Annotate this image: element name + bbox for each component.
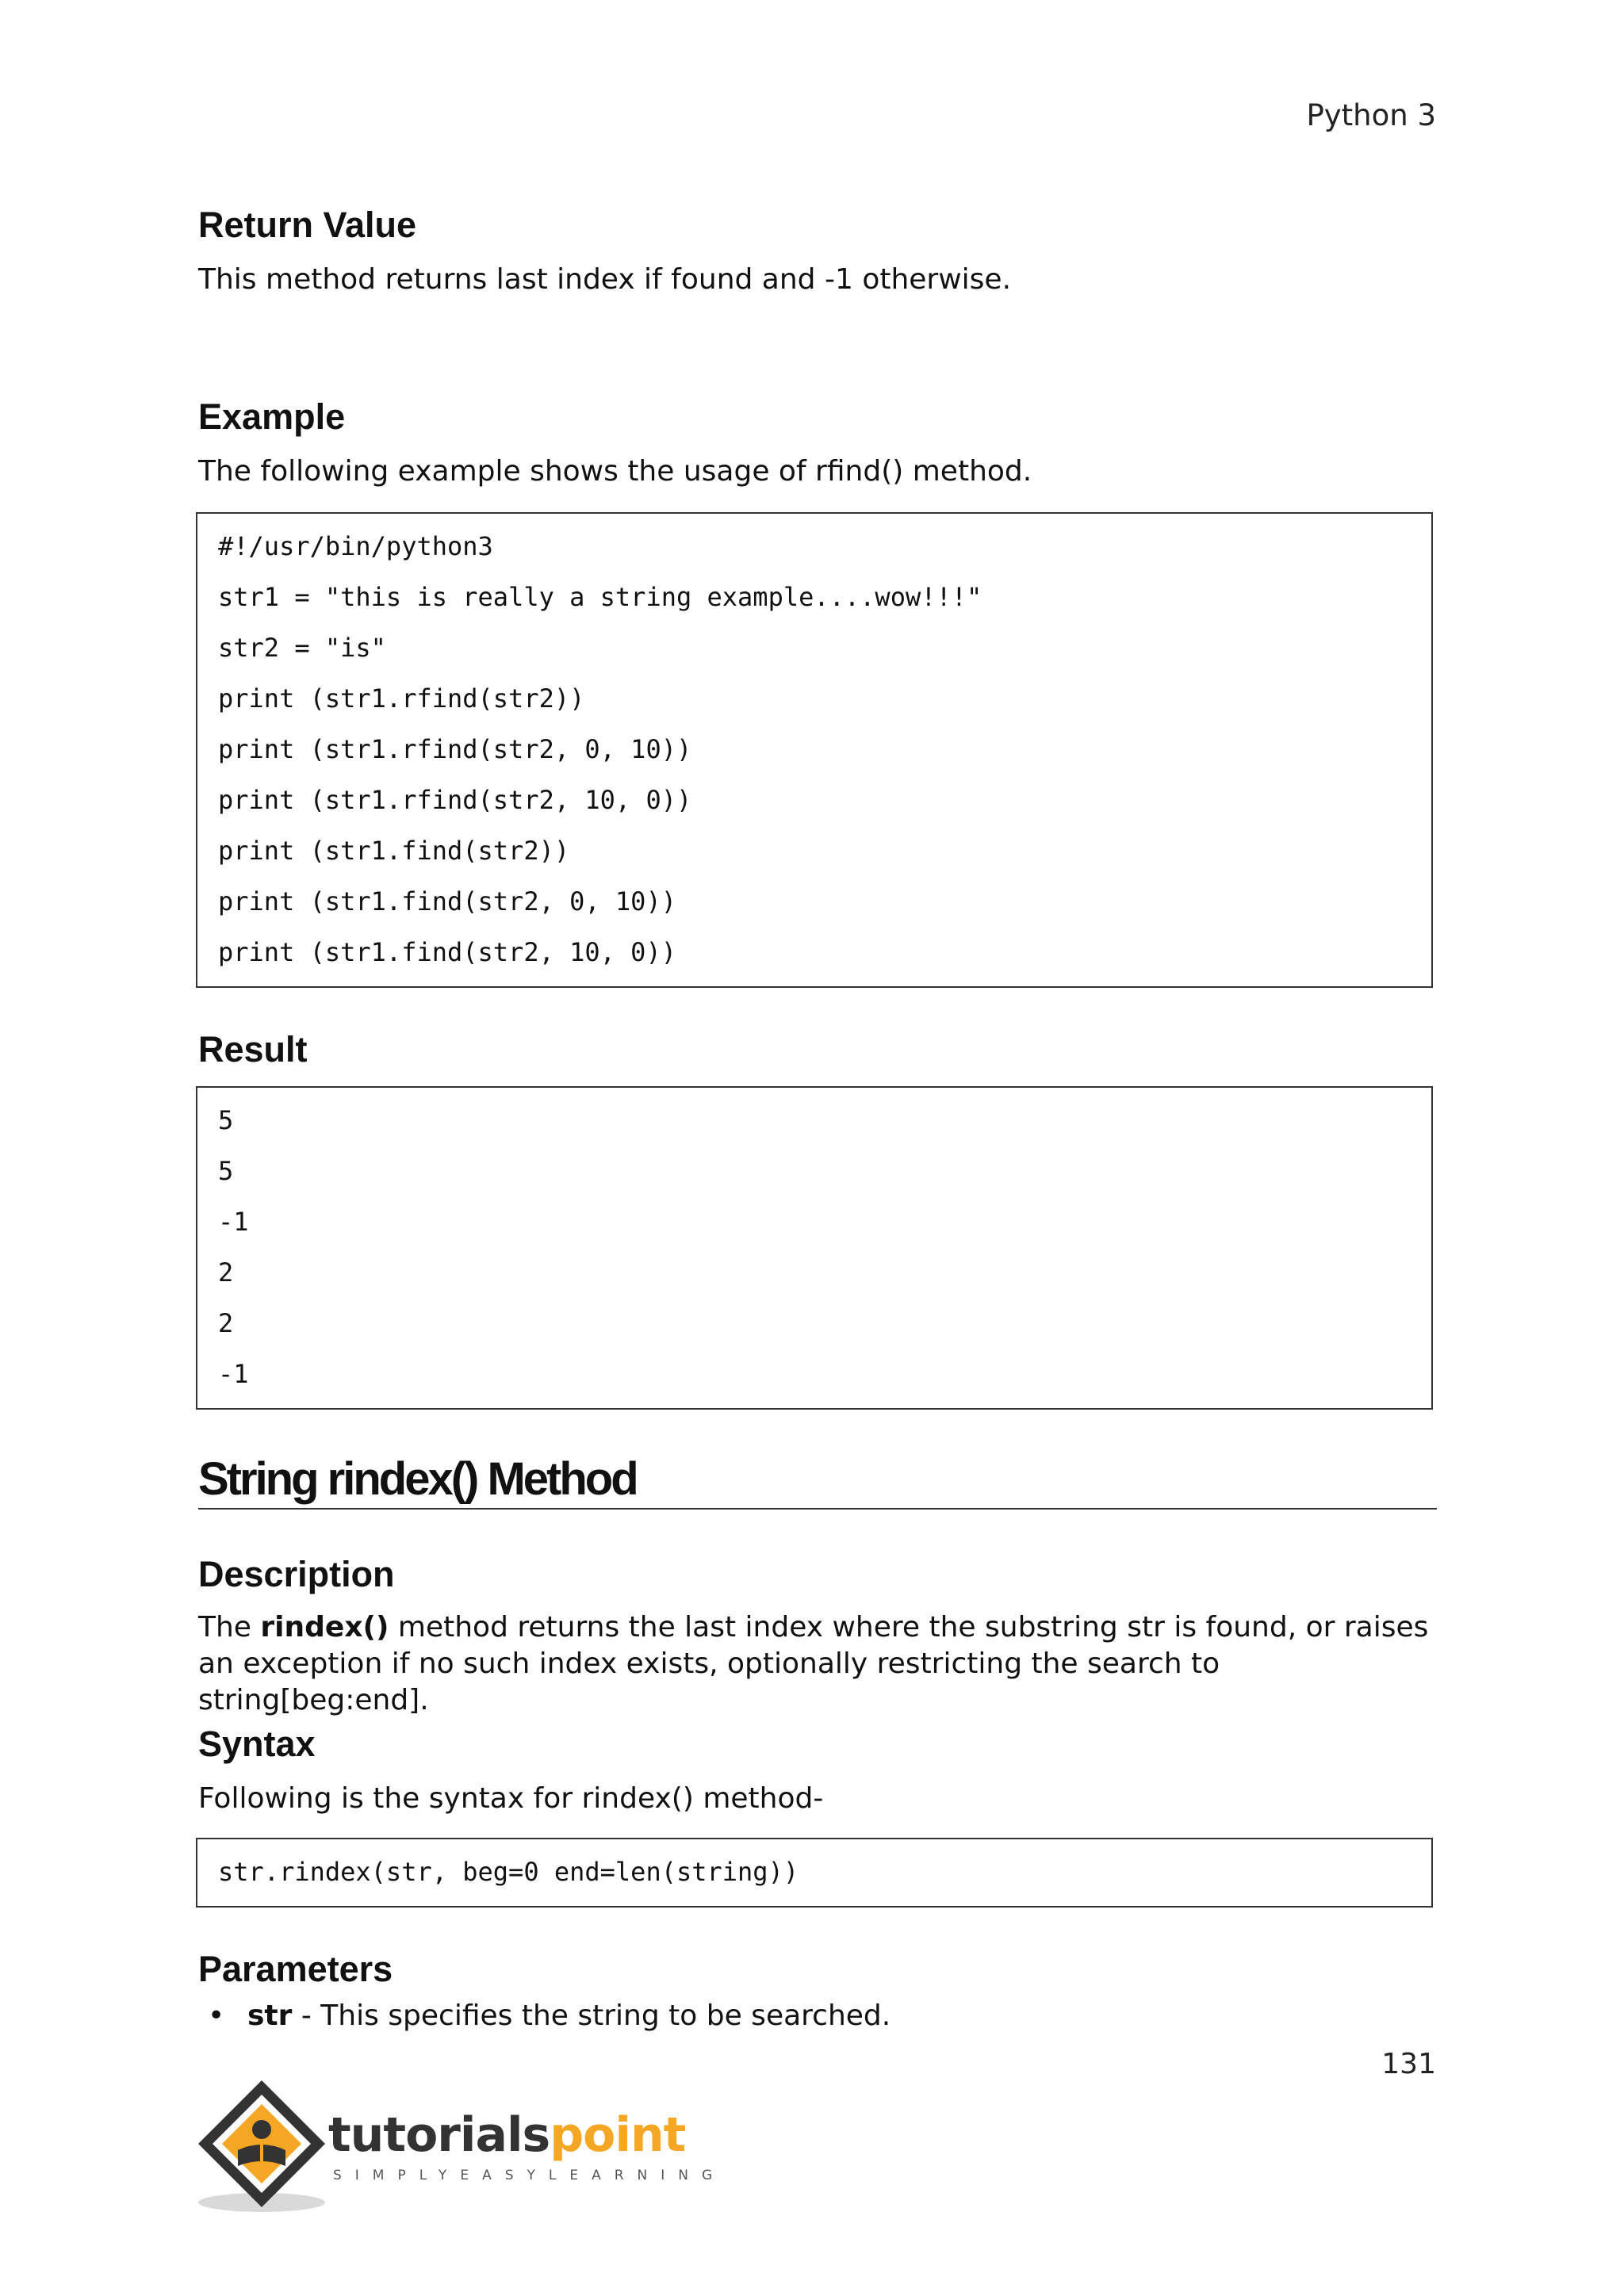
return-value-text: This method returns last index if found and -1 otherwise. [198,263,1012,296]
logo-wordmark [328,2107,685,2163]
description-text [198,1609,1437,1719]
syntax-text: Following is the syntax for rindex() method- [198,1782,824,1815]
parameter-name: str [247,1999,293,2032]
page-number: 131 [1381,2048,1436,2080]
syntax-heading: Syntax [198,1724,316,1764]
return-value-heading: Return Value [198,205,417,245]
page-header-title: Python 3 [1306,98,1436,132]
code-line: str1 = "this is really a string example....wow!!!" [218,582,982,612]
code-line: print (str1.rfind(str2, 10, 0)) [218,785,692,815]
result-heading: Result [198,1029,308,1070]
code-line: str2 = "is" [218,633,386,663]
tutorialspoint-logo [195,2077,726,2216]
parameters-heading: Parameters [198,1949,393,1989]
example-text: The following example shows the usage of rfind() method. [198,455,1032,488]
parameter-list-item [208,1999,891,2032]
description-text-pre: The [198,1611,261,1644]
output-line: 5 [218,1156,234,1186]
result-output-block [196,1086,1433,1410]
code-line: print (str1.rfind(str2)) [218,683,585,714]
logo-diamond-icon [195,2077,334,2216]
description-text-post: method returns the last index where the substring str is found, or raises an exception if no such index exists, optionally restricting the search to string[beg:end]. [198,1611,1429,1716]
code-line: #!/usr/bin/python3 [218,531,493,561]
syntax-code-line: str.rindex(str, beg=0 end=len(string)) [218,1857,799,1887]
output-line: -1 [218,1359,249,1389]
section-title: String rindex() Method [198,1453,637,1505]
example-code-block [196,512,1433,988]
output-line: 5 [218,1105,234,1135]
bullet-icon: • [208,1999,225,2032]
parameter-description: - This specifies the string to be searched. [292,1999,891,2032]
output-line: 2 [218,1308,234,1338]
code-line: print (str1.find(str2, 0, 10)) [218,886,676,916]
description-heading: Description [198,1554,395,1594]
logo-tagline: SIMPLYEASYLEARNING [333,2168,726,2183]
section-divider [198,1508,1437,1510]
code-line: print (str1.rfind(str2, 0, 10)) [218,734,692,764]
output-line: -1 [218,1207,249,1237]
code-line: print (str1.find(str2, 10, 0)) [218,937,676,967]
example-heading: Example [198,396,346,437]
description-method-name: rindex() [260,1611,389,1644]
code-line: print (str1.find(str2)) [218,836,570,866]
logo-wordmark-main: tutorials [328,2107,550,2163]
output-line: 2 [218,1257,234,1288]
syntax-code-block [196,1838,1433,1908]
logo-wordmark-accent: point [550,2107,686,2163]
